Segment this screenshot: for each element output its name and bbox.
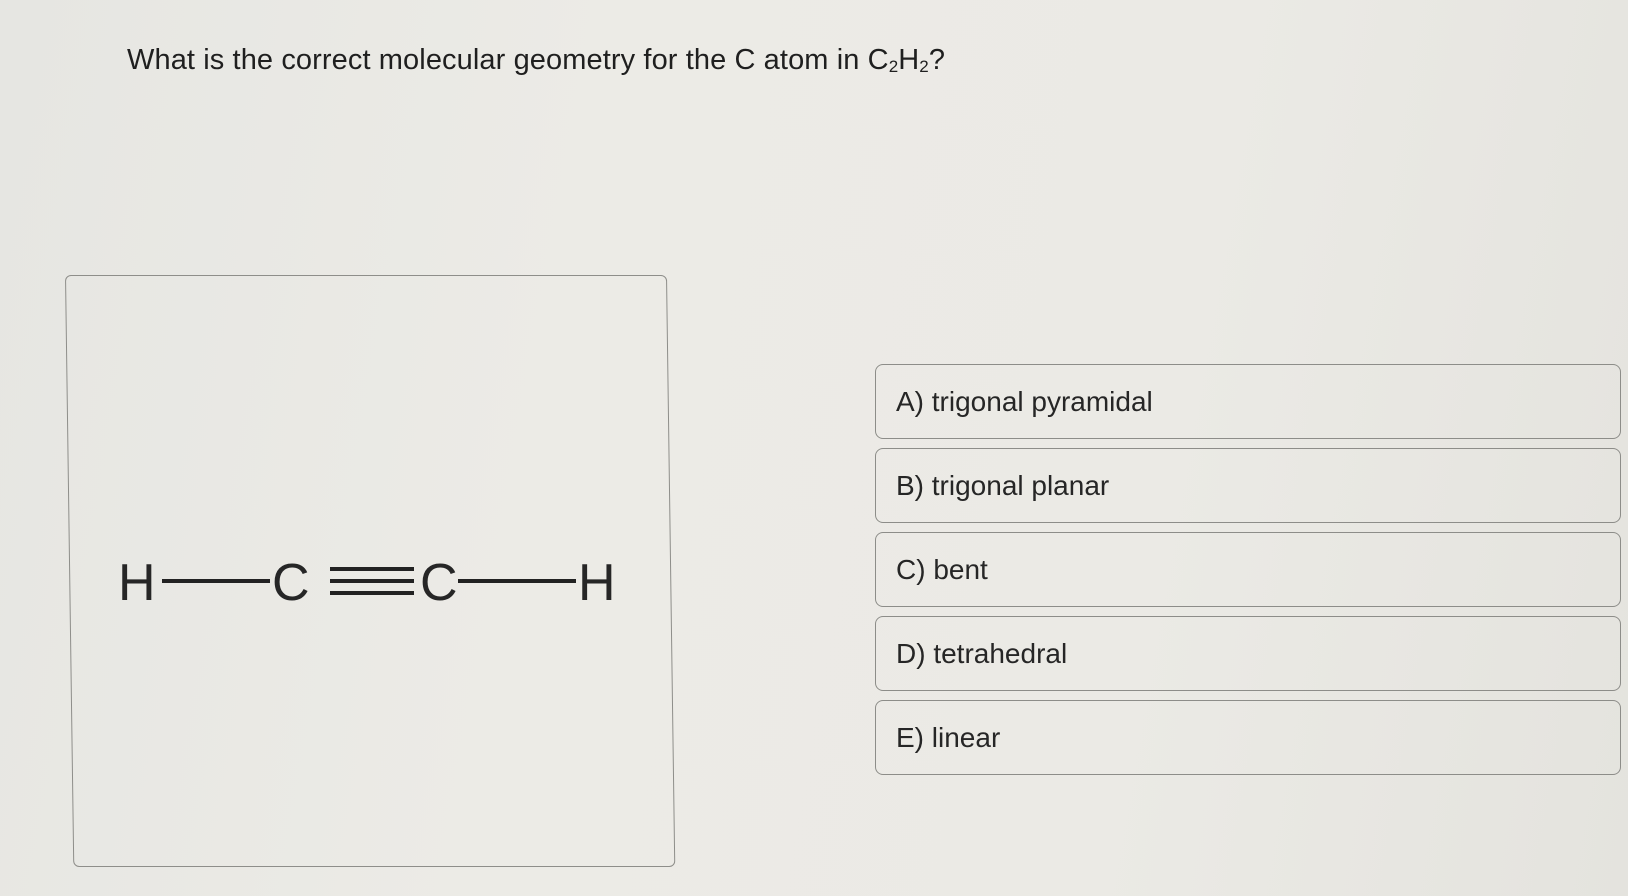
- question-text: [127, 44, 945, 77]
- formula-hydrogen: H: [898, 44, 920, 76]
- atom-c-right: C: [420, 554, 458, 612]
- option-c-label: C) bent: [896, 553, 988, 585]
- option-c[interactable]: [875, 532, 1621, 607]
- option-e-label: E) linear: [896, 721, 1001, 753]
- lewis-structure-diagram: [118, 548, 628, 612]
- triple-bond: [330, 569, 414, 593]
- formula-hydrogen-subscript: 2: [919, 57, 929, 76]
- question-suffix: ?: [928, 44, 946, 76]
- question-prefix: What is the correct molecular geometry for the C atom in: [127, 44, 868, 76]
- option-b-label: B) trigonal planar: [896, 469, 1110, 501]
- option-e[interactable]: [875, 700, 1621, 775]
- formula-carbon-subscript: 2: [888, 57, 899, 76]
- atom-h-right: H: [578, 554, 616, 612]
- acetylene-structure: [118, 548, 628, 612]
- option-d[interactable]: [875, 616, 1621, 691]
- option-a-label: A) trigonal pyramidal: [896, 385, 1153, 417]
- answer-options: [875, 364, 1621, 784]
- option-b[interactable]: [875, 448, 1621, 523]
- formula-carbon: C: [867, 44, 889, 76]
- atom-c-left: C: [272, 554, 310, 612]
- option-a[interactable]: [875, 364, 1621, 439]
- option-d-label: D) tetrahedral: [896, 637, 1068, 669]
- atom-h-left: H: [118, 554, 156, 612]
